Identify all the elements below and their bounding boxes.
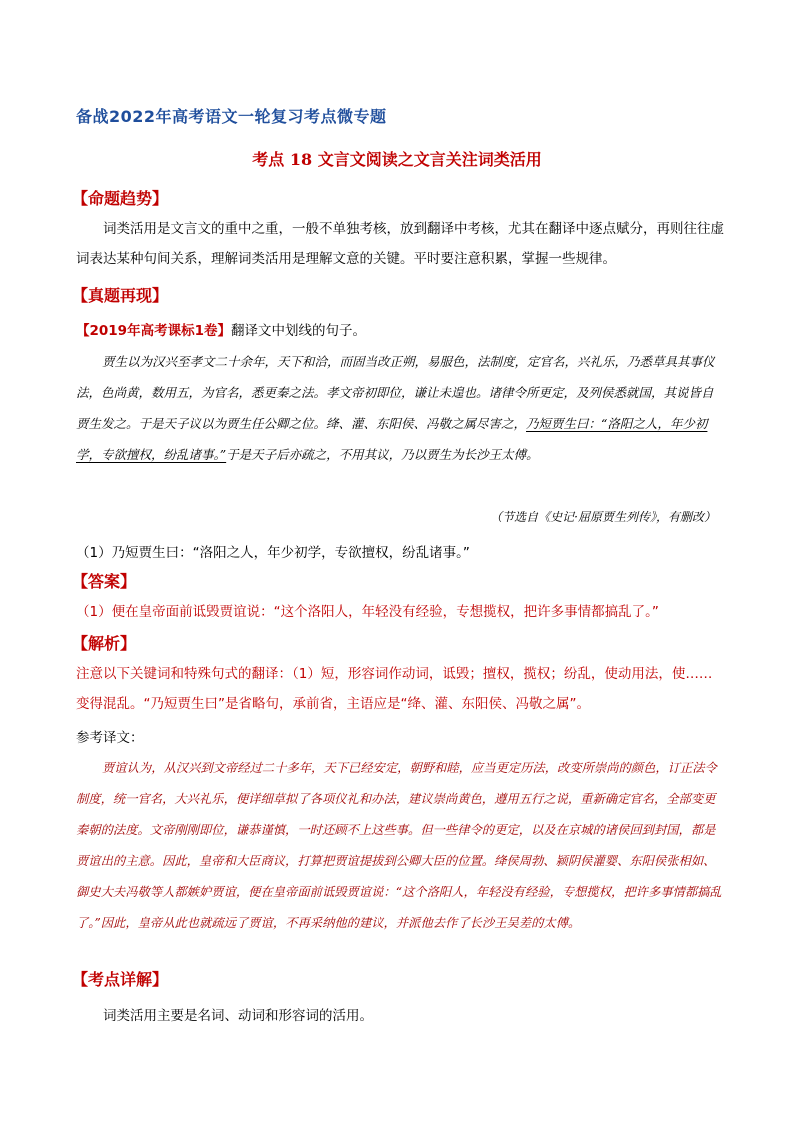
classical-text-part1: 贾生以为汉兴至孝文二十余年，天下和洽，而固当改正朔，易服色，法制度，定官名，兴礼乐，乃悉草具其事仪法，色尚黄，数用五，为官名，悉更秦之法。孝文帝初即位，谦让未遑也。诸律令所更定，及列侯悉就国，其说皆自贾生发之。于是天子议以为贾生任公卿之位。绛、灌、东阳侯、冯敬之属尽害之， [76, 354, 715, 431]
real-exam-heading: 【真题再现】 [72, 286, 169, 305]
trend-heading: 【命题趋势】 [72, 189, 169, 208]
series-title: 备战2022年高考语文一轮复习考点微专题 [76, 107, 387, 126]
exam-source-tag: 【2019年高考课标1卷】 [76, 323, 231, 339]
analysis-text: 注意以下关键词和特殊句式的翻译：（1）短，形容词作动词，诋毁；擅权，揽权；纷乱，使动用法，使……变得混乱。“乃短贾生曰”是省略句，承前省，主语应是“绛、灌、东阳侯、冯敬之属”。 [76, 666, 713, 712]
trend-paragraph: 词类活用是文言文的重中之重，一般不单独考核，放到翻译中考核，尤其在翻译中逐点赋分，再则往往虚词表达某种句间关系，理解词类活用是理解文意的关键。平时要注意积累，掌握一些规律。 [76, 221, 724, 267]
reference-translation-label: 参考译文： [76, 730, 144, 746]
real-exam-prompt [76, 316, 724, 346]
classical-text-part2: 于是天子后亦疏之，不用其议，乃以贾生为长沙王太傅。 [226, 447, 539, 462]
question-item: （1）乃短贾生曰：“洛阳之人，年少初学，专欲擅权，纷乱诸事。” [76, 545, 470, 561]
analysis-heading: 【解析】 [72, 634, 137, 653]
detail-heading: 【考点详解】 [72, 970, 169, 989]
underlined-sentence: 乃短贾生曰：“洛阳之人，年少初学，专欲擅权，纷乱诸事。” [76, 416, 708, 462]
passage-source-note: （节选自《史记·屈原贾生列传》，有删改） [490, 510, 716, 524]
answer-text: （1）便在皇帝面前诋毁贾谊说：“这个洛阳人，年轻没有经验，专想揽权，把许多事情都搞乱了。” [76, 604, 659, 620]
topic-title: 考点 18 文言文阅读之文言关注词类活用 [252, 150, 542, 169]
classical-passage [76, 346, 724, 470]
reference-translation: 贾谊认为，从汉兴到文帝经过二十多年，天下已经安定，朝野和睦，应当更定历法，改变所崇尚的颜色，订正法令制度，统一官名，大兴礼乐，便详细草拟了各项仪礼和办法，建议崇尚黄色，遵用五行之说，重新确定官名，全部变更秦朝的法度。文帝刚刚即位，谦恭谨慎，一时还顾不上这些事。但一些律令的更定，以及在京城的诸侯回到封国，都是贾谊出的主意。因此，皇帝和大臣商议，打算把贾谊提拔到公卿大臣的位置。绛侯周勃、颍阴侯灌婴、东阳侯张相如、御史大夫冯敬等人都嫉妒贾谊，便在皇帝面前诋毁贾谊说：“这个洛阳人，年轻没有经验，专想揽权，把许多事情都搞乱了。”因此，皇帝从此也就疏远了贾谊，不再采纳他的建议，并派他去作了长沙王吴差的太傅。 [76, 761, 722, 930]
detail-text: 词类活用主要是名词、动词和形容词的活用。 [103, 1008, 373, 1024]
answer-heading: 【答案】 [72, 572, 137, 591]
exam-instruction: 翻译文中划线的句子。 [230, 323, 366, 339]
